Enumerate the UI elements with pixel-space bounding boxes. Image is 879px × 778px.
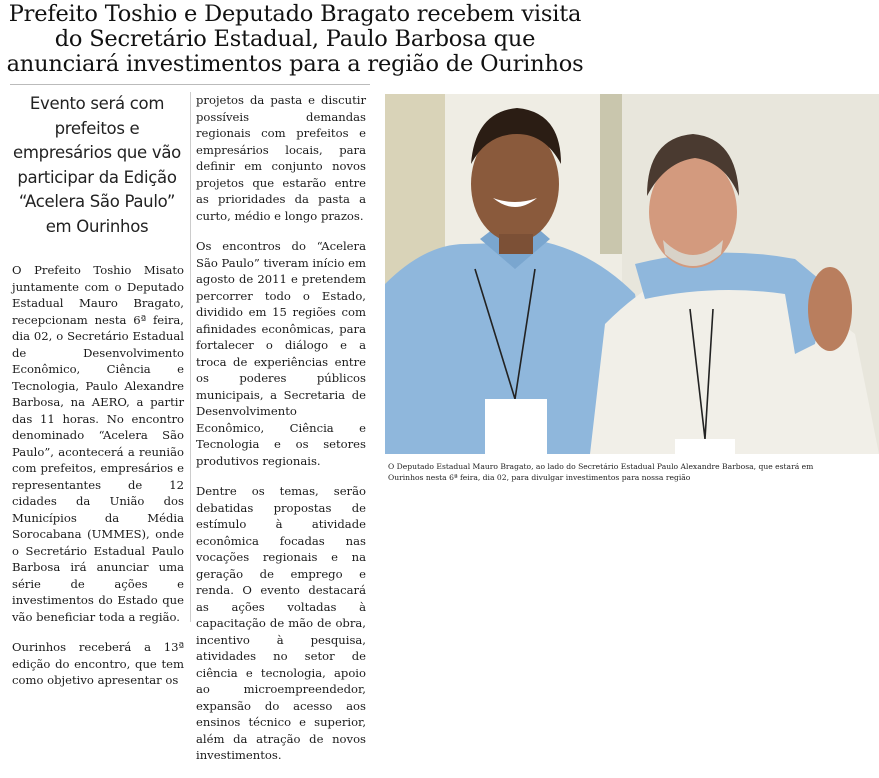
- paragraph: O Prefeito Toshio Misato juntamente com o Deputado Estadual Mauro Bragato, recepcionam nesta 6ª feira, dia 02, o Secretário Estadual de Desenvolvimento Econômico, Ciência e Tecnologia, Paulo Alexandre Barbosa, na AERO, a partir das 11 horas. No encontro denominado “Acelera São Paulo”, acontecerá a reunião com prefeitos, empresários e representantes de 12 cidades da União dos Municípios da Média Sorocabana (UMMES), onde o Secretário Estadual Paulo Barbosa irá anunciar uma série de ações e investimentos do Estado que vão beneficiar toda a região.: [12, 263, 184, 624]
- subheadline: Evento será com prefeitos e empresários que vão participar da Edição “Acelera São Paulo” em Ourinhos: [13, 94, 181, 236]
- paragraph: Dentre os temas, serão debatidas propostas de estímulo à atividade econômica focadas nas vocações regionais e na geração de emprego e renda. O evento destacará as ações voltadas à capacitação de mão de obra, incentivo à pesquisa, atividades no setor de ciência e tecnologia, apoio ao microempreendedor, expansão do acesso aos ensinos técnico e superior, além da atração de novos investimentos.: [196, 484, 366, 762]
- headline-rule: [10, 84, 370, 85]
- paragraph: Ourinhos receberá a 13ª edição do encontro, que tem como objetivo apresentar os: [12, 640, 184, 687]
- paragraph: projetos da pasta e discutir possíveis demandas regionais com prefeitos e empresários locais, para definir em conjunto novos projetos que estarão entre as prioridades da pasta a curto, médio e longo prazos.: [196, 93, 366, 223]
- headline: Prefeito Toshio e Deputado Bragato recebem visita do Secretário Estadual, Paulo Barbosa que anunciará investimentos para a região de Ourinhos: [6, 1, 584, 77]
- paragraph: Os encontros do “Acelera São Paulo” tiveram início em agosto de 2011 e pretendem percorrer todo o Estado, dividido em 15 regiões com afinidades econômicas, para fortalecer o diálogo e a troca de experiências entre os poderes públicos municipais, a Secretaria de Desenvolvimento Econômico, Ciência e Tecnologia e os setores produtivos regionais.: [196, 239, 366, 468]
- photo-caption: O Deputado Estadual Mauro Bragato, ao lado do Secretário Estadual Paulo Alexandre Barbosa, que estará em Ourinhos nesta 6ª feira, dia 02, para divulgar investimentos para nossa região: [388, 462, 814, 482]
- article-photo: [385, 94, 879, 454]
- article-column-2: [196, 92, 366, 778]
- column-divider: [190, 92, 191, 622]
- article-column-1: [12, 262, 184, 703]
